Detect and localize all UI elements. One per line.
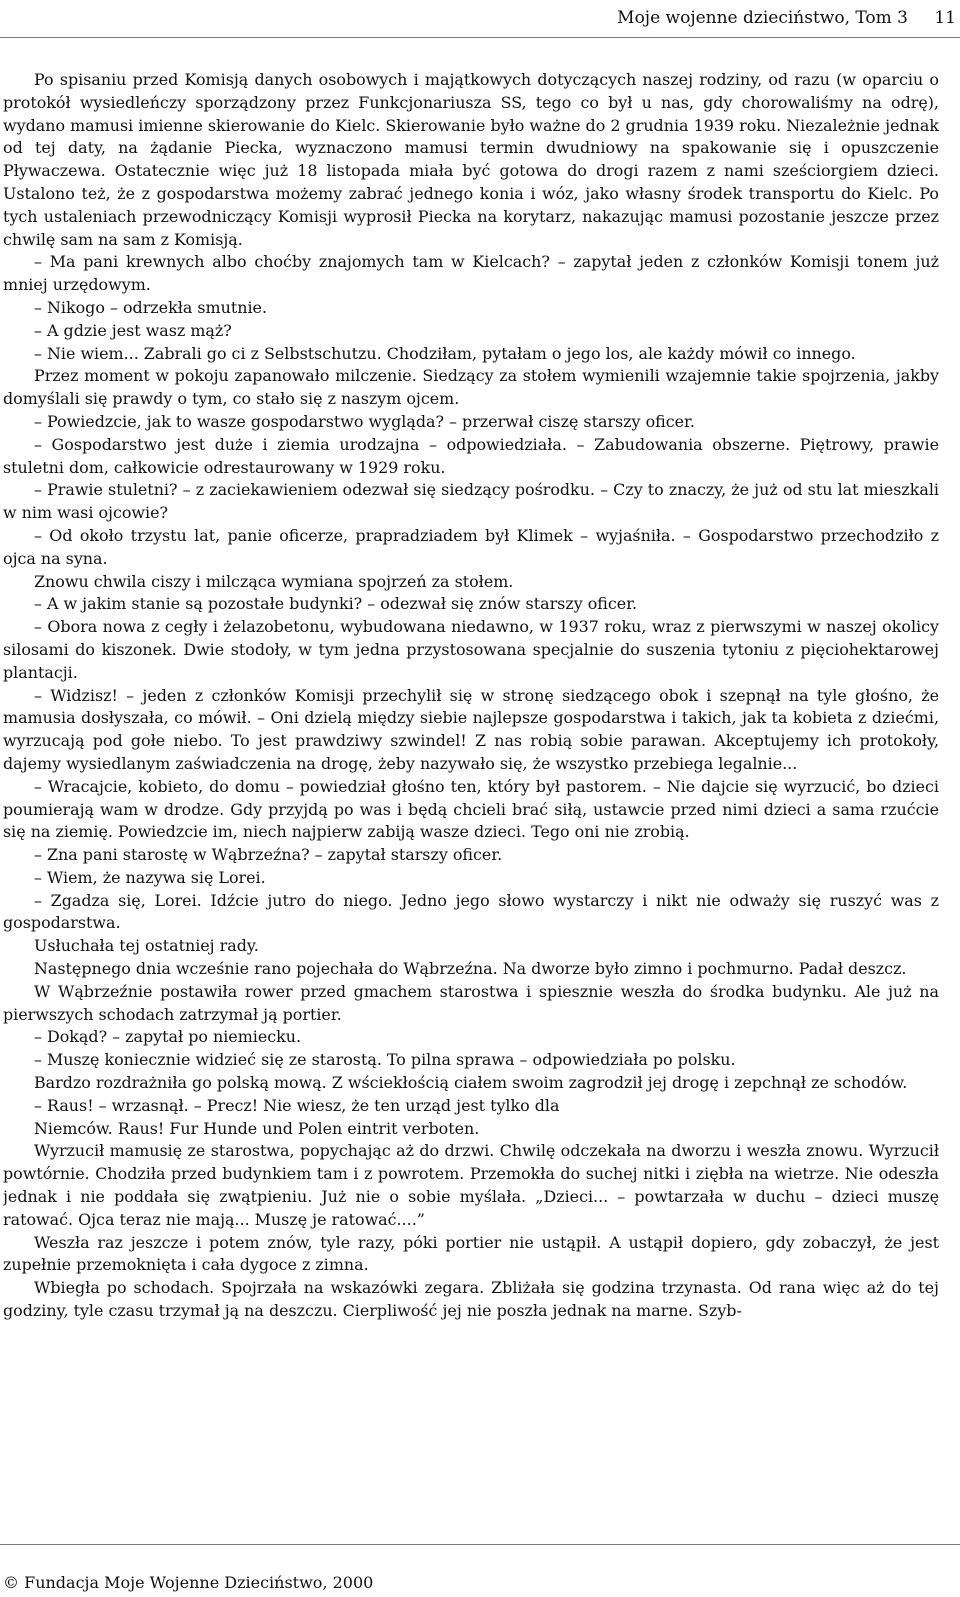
paragraph: – Widzisz! – jeden z członków Komisji przechylił się w stronę siedzącego obok i szepnął na tyle głośno, że mamusia dosłyszała, co mówił. – Oni dzielą między siebie najlepsze gospodarstwa i takich, jak ta kobieta z dziećmi, wyrzucają pod gołe niebo. To jest prawdziwy szwindel! Z nas robią sobie parawan. Akceptujemy ich protokoły, dajemy wysiedlanym zaświadczenia na drogę, żeby nazywało się, że wszystko przebiega legalnie... xyxy=(3,685,939,773)
paragraph: – Nie wiem... Zabrali go ci z Selbstschutzu. Chodziłam, pytałam o jego los, ale każdy mówił co innego. xyxy=(34,343,856,363)
body-text xyxy=(3,69,939,1537)
paragraph: Przez moment w pokoju zapanowało milczenie. Siedzący za stołem wymienili wzajemnie takie spojrzenia, jakby domyślali się prawdy o tym, co stało się z naszym ojcem. xyxy=(3,366,939,409)
page-number: 11 xyxy=(934,8,956,28)
paragraph: – Raus! – wrzasnął. – Precz! Nie wiesz, że ten urząd jest tylko dla xyxy=(34,1095,560,1115)
paragraph: – Nikogo – odrzekła smutnie. xyxy=(34,297,267,317)
paragraph: – Wracajcie, kobieto, do domu – powiedział głośno ten, który był pastorem. – Nie dajcie się wyrzucić, bo dzieci poumierają wam w drodze. Gdy przyjdą po was i będą chcieli brać siłą, ustawcie przed nimi dzieci a sama rzućcie się na ziemię. Powiedzcie im, niech najpierw zabiją wasze dzieci. Tego oni nie zrobią. xyxy=(3,776,939,842)
paragraph: Po spisaniu przed Komisją danych osobowych i majątkowych dotyczących naszej rodziny, od razu (w oparciu o protokół wysiedleńczy sporządzony przez Funkcjonariusza SS, tego co był u nas, gdy chorowaliśmy na odrę), wydano mamusi imienne skierowanie do Kielc. Skierowanie było ważne do 2 grudnia 1939 roku. Niezależnie jednak od tej daty, na żądanie Piecka, wyznaczono mamusi termin dwudniowy na spakowanie się i opuszczenie Pływaczewa. Ostatecznie więc już 18 listopada miała być gotowa do drogi razem z nami sześciorgiem dzieci. Ustalono też, że z gospodarstwa możemy zabrać jednego konia i wóz, jako własny środek transportu do Kielc. Po tych ustaleniach przewodniczący Komisji wyprosił Piecka na korytarz, nakazując mamusi pozostanie jeszcze przez chwilę sam na sam z Komisją. xyxy=(3,70,939,249)
paragraph: – Prawie stuletni? – z zaciekawieniem odezwał się siedzący pośrodku. – Czy to znaczy, że już od stu lat mieszkali w nim wasi ojcowie? xyxy=(3,480,939,523)
paragraph: – Od około trzystu lat, panie oficerze, prapradziadem był Klimek – wyjaśniła. – Gospodarstwo przechodziło z ojca na syna. xyxy=(3,525,939,568)
running-title: Moje wojenne dzieciństwo, Tom 3 xyxy=(617,8,908,28)
paragraph: Usłuchała tej ostatniej rady. xyxy=(34,936,259,956)
paragraph: – Zna pani starostę w Wąbrzeźna? – zapytał starszy oficer. xyxy=(34,845,503,865)
paragraph: Wbiegła po schodach. Spojrzała na wskazówki zegara. Zbliżała się godzina trzynasta. Od rana więc aż do tej godziny, tyle czasu trzymał ją na deszczu. Cierpliwość jej nie poszła jednak na marne. Szyb- xyxy=(3,1278,939,1321)
page-footer xyxy=(0,1544,960,1592)
paragraph: Następnego dnia wcześnie rano pojechała do Wąbrzeźna. Na dworze było zimno i pochmurno. Padał deszcz. xyxy=(34,959,907,979)
paragraph: W Wąbrzeźnie postawiła rower przed gmachem starostwa i spiesznie weszła do środka budynku. Ale już na pierwszych schodach zatrzymał ją portier. xyxy=(3,981,939,1024)
paragraph: – A gdzie jest wasz mąż? xyxy=(34,320,232,340)
paragraph: – Obora nowa z cegły i żelazobetonu, wybudowana niedawno, w 1937 roku, wraz z pierwszymi w naszej okolicy silosami do kiszonek. Dwie stodoły, w tym jedna przystosowana specjalnie do suszenia tytoniu z pięciohektarowej plantacji. xyxy=(3,617,939,682)
paragraph: Niemców. Raus! Fur Hunde und Polen eintrit verboten. xyxy=(34,1118,480,1138)
paragraph: Bardzo rozdrażniła go polską mową. Z wściekłością ciałem swoim zagrodził jej drogę i zepchnął ze schodów. xyxy=(34,1073,908,1093)
page-header xyxy=(0,0,960,38)
paragraph: Wyrzucił mamusię ze starostwa, popychając aż do drzwi. Chwilę odczekała na dworzu i weszła znowu. Wyrzucił powtórnie. Chodziła przed budynkiem tam i z powrotem. Przemokła do suchej nitki i ziębła na wietrze. Nie odeszła jednak i nie poddała się zwątpieniu. Już nie o sobie myślała. „Dzieci... – powtarzała w duchu – dzieci muszę ratować. Ojca teraz nie mają... Muszę je ratować....” xyxy=(3,1141,939,1229)
paragraph: Weszła raz jeszcze i potem znów, tyle razy, póki portier nie ustąpił. A ustąpił dopiero, gdy zobaczył, że jest zupełnie przemoknięta i cała dygoce z zimna. xyxy=(3,1232,939,1275)
paragraph: – Ma pani krewnych albo choćby znajomych tam w Kielcach? – zapytał jeden z członków Komisji tonem już mniej urzędowym. xyxy=(3,252,939,295)
paragraph: – Powiedzcie, jak to wasze gospodarstwo wygląda? – przerwał ciszę starszy oficer. xyxy=(34,411,695,431)
copyright-notice: © Fundacja Moje Wojenne Dzieciństwo, 2000 xyxy=(3,1573,374,1592)
paragraph: – Zgadza się, Lorei. Idźcie jutro do niego. Jedno jego słowo wystarczy i nikt nie odważy się ruszyć was z gospodarstwa. xyxy=(3,890,939,933)
paragraph: – A w jakim stanie są pozostałe budynki? – odezwał się znów starszy oficer. xyxy=(34,594,638,614)
paragraph: – Muszę koniecznie widzieć się ze starostą. To pilna sprawa – odpowiedziała po polsku. xyxy=(34,1050,736,1070)
paragraph: – Dokąd? – zapytał po niemiecku. xyxy=(34,1027,302,1047)
paragraph: – Wiem, że nazywa się Lorei. xyxy=(34,867,266,887)
paragraph: – Gospodarstwo jest duże i ziemia urodzajna – odpowiedziała. – Zabudowania obszerne. Piętrowy, prawie stuletni dom, całkowicie odrestaurowany w 1929 roku. xyxy=(3,434,939,477)
paragraph: Znowu chwila ciszy i milcząca wymiana spojrzeń za stołem. xyxy=(34,571,514,591)
